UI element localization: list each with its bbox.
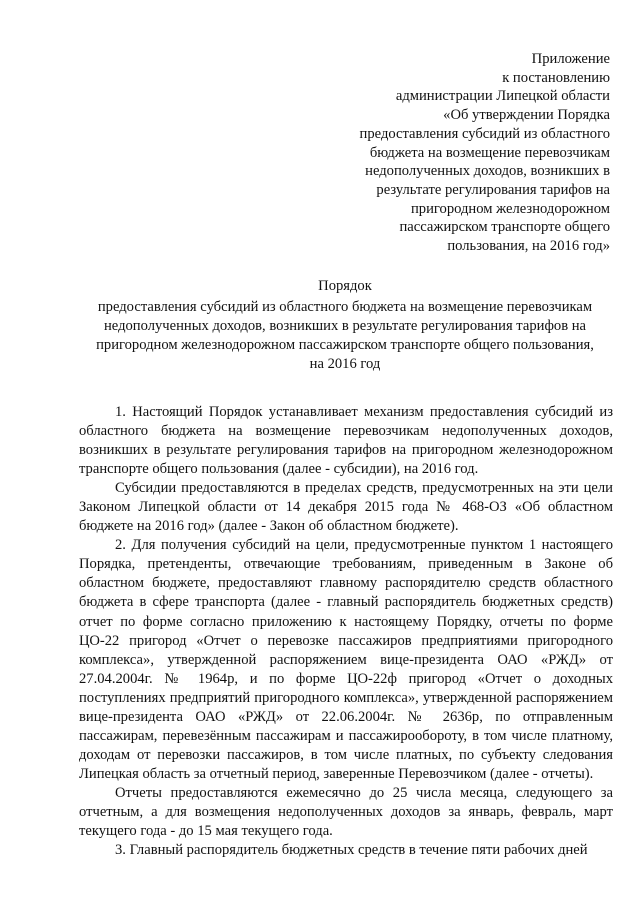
body-paragraph: 2. Для получения субсидий на цели, предусмотренные пунктом 1 настоящего Порядка, претенденты, отвечающие требованиям, приведенным в Законе об областном бюджете, предоставляют главному распорядителю средств областного бюджета в сфере транспорта (далее - главный распорядитель бюджетных средств) отчет по форме согласно приложению к настоящему Порядку, отчеты по форме ЦО-22 пригород «Отчет о перевозке пассажиров предприятиями пригородного комплекса», утвержденной распоряжением вице-президента ОАО «РЖД» от 27.04.2004г. № 1964р, и по форме ЦО-22ф пригород «Отчет о доходных поступлениях предприятий пригородного комплекса», утвержденной распоряжением вице-президента ОАО «РЖД» от 22.06.2004г. № 2636р, по отправленным пассажирам, перевезённым пассажирам и пассажирообороту, в том числе платному, доходам от перевозки пассажиров, в том числе платных, по субъекту следования Липецкая область за отчетный период, заверенные Перевозчиком (далее - отчеты). <box>79 537 613 782</box>
appendix-line: пользования, на 2016 год» <box>447 238 610 255</box>
title-heading: Порядок <box>318 278 372 294</box>
appendix-line: недополученных доходов, возникших в <box>365 163 610 180</box>
appendix-block <box>310 50 610 256</box>
body-paragraph: 3. Главный распорядитель бюджетных средств в течение пяти рабочих дней <box>115 842 588 859</box>
appendix-line: пригородном железнодорожном <box>410 200 610 217</box>
body-paragraph: 1. Настоящий Порядок устанавливает механизм предоставления субсидий из областного бюджета на возмещение перевозчикам недополученных доходов, возникших в результате регулирования тарифов на пригородном железнодорожном транспорте общего пользования (далее - субсидии), на 2016 год. <box>79 404 613 478</box>
appendix-line: «Об утверждении Порядка <box>443 107 610 124</box>
title-line: предоставления субсидий из областного бюджета на возмещение перевозчикам <box>97 299 593 315</box>
appendix-line: бюджета на возмещение перевозчикам <box>369 144 610 161</box>
document-body <box>79 403 613 860</box>
appendix-line: пассажирском транспорте общего <box>399 219 610 236</box>
document-title <box>70 277 620 374</box>
appendix-line: результате регулирования тарифов на <box>376 181 610 198</box>
appendix-line: администрации Липецкой области <box>395 88 610 105</box>
appendix-line: Приложение <box>531 51 610 67</box>
title-line: недополученных доходов, возникших в результате регулирования тарифов на <box>103 318 587 334</box>
appendix-line: предоставления субсидий из областного <box>359 125 610 142</box>
body-paragraph: Субсидии предоставляются в пределах средств, предусмотренных на эти цели Законом Липецкой области от 14 декабря 2015 года № 468-ОЗ «Об областном бюджете на 2016 год» (далее - Закон об областном бюджете). <box>79 480 613 535</box>
body-paragraph: Отчеты предоставляются ежемесячно до 25 числа месяца, следующего за отчетным, а для возмещения недополученных доходов за январь, февраль, март текущего года - до 15 мая текущего года. <box>79 784 613 840</box>
appendix-line: к постановлению <box>502 69 610 86</box>
title-line: пригородном железнодорожном пассажирском транспорте общего пользования, <box>96 337 594 353</box>
title-line: на 2016 год <box>309 356 381 372</box>
